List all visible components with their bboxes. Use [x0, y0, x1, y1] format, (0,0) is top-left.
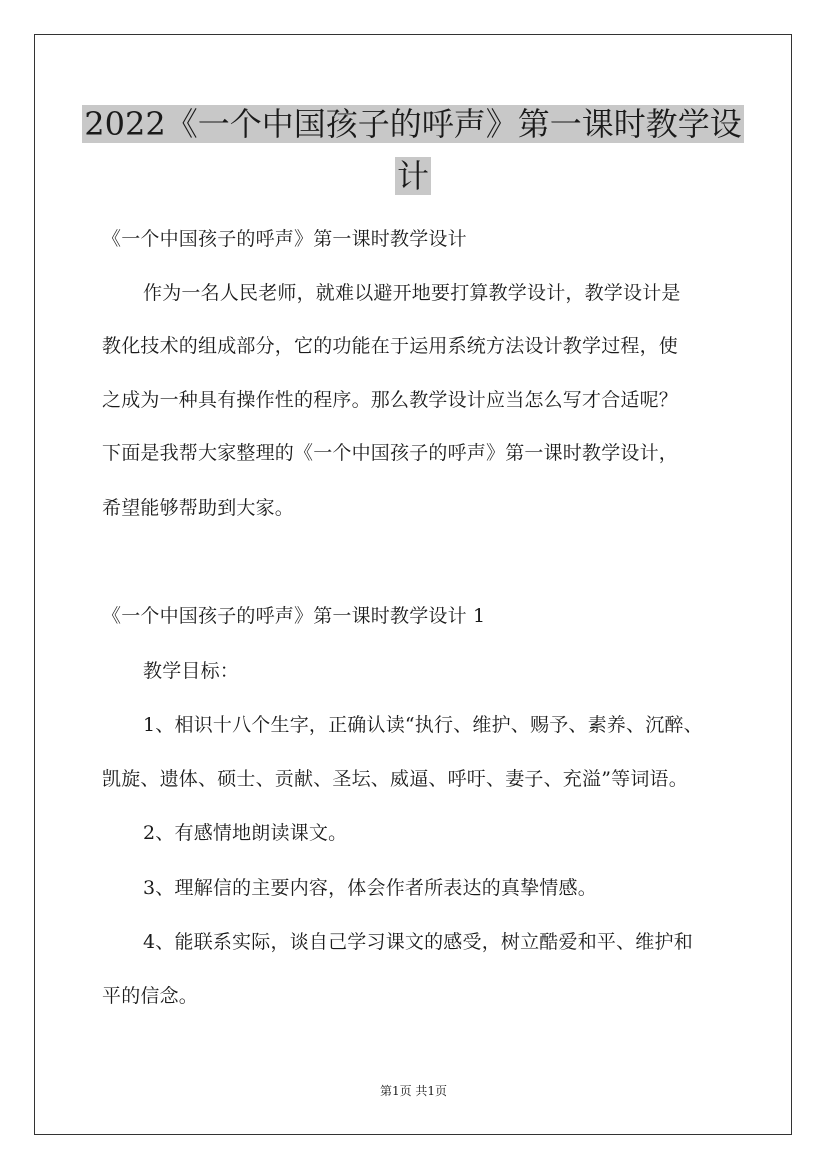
- title-line-2: 计: [396, 157, 429, 195]
- title-line-1: 2022《一个中国孩子的呼声》第一课时教学设: [84, 105, 742, 143]
- objective-line: 1、相识十八个生字，正确认读“执行、维护、赐予、素养、沉醉、: [143, 714, 703, 736]
- intro-line: 作为一名人民老师，就难以避开地要打算教学设计，教学设计是: [143, 282, 681, 304]
- objective-line: 凯旋、遗体、硕士、贡献、圣坛、威逼、呼吁、妻子、充溢”等词语。: [102, 768, 688, 790]
- subtitle: 《一个中国孩子的呼声》第一课时教学设计: [102, 228, 467, 250]
- objective-line: 4、能联系实际，谈自己学习课文的感受，树立酷爱和平、维护和: [143, 931, 693, 953]
- intro-line: 下面是我帮大家整理的《一个中国孩子的呼声》第一课时教学设计，: [102, 442, 679, 464]
- objective-line: 3、理解信的主要内容，体会作者所表达的真挚情感。: [143, 877, 597, 899]
- document-title: [60, 98, 766, 202]
- objectives-label: 教学目标：: [143, 660, 240, 682]
- page-number-footer: 第1页 共1页: [379, 1084, 448, 1098]
- objective-line: 平的信念。: [102, 985, 199, 1007]
- section-heading: 《一个中国孩子的呼声》第一课时教学设计 1: [102, 605, 486, 627]
- objective-line: 2、有感情地朗读课文。: [143, 822, 348, 844]
- intro-line: 希望能够帮助到大家。: [102, 497, 295, 519]
- intro-line: 之成为一种具有操作性的程序。那么教学设计应当怎么写才合适呢？: [102, 389, 679, 411]
- intro-line: 教化技术的组成部分，它的功能在于运用系统方法设计教学过程，使: [102, 335, 679, 357]
